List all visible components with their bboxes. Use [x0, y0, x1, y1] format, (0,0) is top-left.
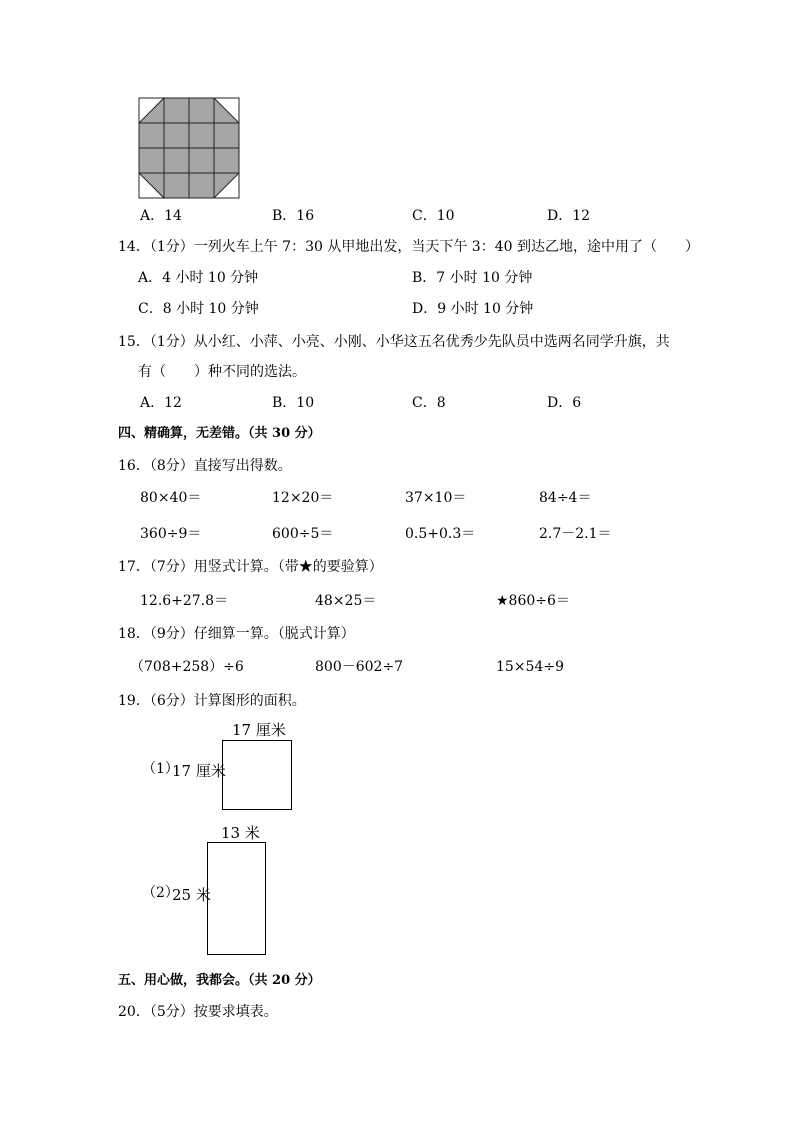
q16-item: 84÷4＝	[539, 490, 592, 506]
q15-stem-line1: 15．（1分）从小红、小萍、小亮、小刚、小华这五名优秀少先队员中选两名同学升旗，共	[118, 334, 670, 350]
octagon-grid-figure	[138, 97, 240, 199]
q13-option-b: B．16	[272, 208, 315, 224]
q18-item: 15×54÷9	[496, 659, 564, 675]
q16-item: 12×20＝	[272, 490, 334, 506]
q16-item: 2.7－2.1＝	[539, 526, 612, 542]
q13-option-a: A．14	[140, 208, 182, 224]
q14-option-d: D．9 小时 10 分钟	[412, 301, 534, 317]
fig1-top-dimension: 17 厘米	[232, 721, 286, 739]
fig1-side-dimension: 17 厘米	[172, 762, 226, 780]
q16-stem: 16．（8分）直接写出得数。	[118, 458, 292, 474]
q18-item: 800－602÷7	[315, 659, 404, 675]
q13-option-c: C．10	[412, 208, 455, 224]
q17-item: 12.6+27.8＝	[140, 593, 229, 609]
q16-item: 80×40＝	[140, 490, 202, 506]
q16-item: 600÷5＝	[272, 526, 334, 542]
q14-stem: 14．（1分）一列火车上午 7：30 从甲地出发，当天下午 3：40 到达乙地，途中用了（ ）	[118, 239, 699, 255]
fig2-top-dimension: 13 米	[221, 824, 260, 842]
q14-option-b: B．7 小时 10 分钟	[412, 270, 533, 286]
fig1-square	[222, 740, 292, 810]
q17-item: ★860÷6＝	[496, 593, 570, 609]
section-4-heading: 四、精确算，无差错。（共 30 分）	[118, 426, 321, 441]
q15-option-d: D．6	[547, 395, 582, 411]
fig2-rectangle	[207, 842, 266, 955]
q16-item: 360÷9＝	[140, 526, 202, 542]
q19-stem: 19．（6分）计算图形的面积。	[118, 693, 306, 709]
fig2-label: （2）	[142, 885, 179, 901]
q14-option-a: A．4 小时 10 分钟	[138, 270, 259, 286]
q13-option-d: D．12	[547, 208, 591, 224]
q15-stem-line2: 有（ ）种不同的选法。	[138, 364, 306, 380]
fig2-side-dimension: 25 米	[172, 886, 211, 904]
q18-item: （708+258）÷6	[130, 659, 244, 675]
q18-stem: 18．（9分）仔细算一算。（脱式计算）	[118, 626, 355, 642]
q14-option-c: C．8 小时 10 分钟	[138, 301, 259, 317]
q16-item: 0.5+0.3＝	[405, 526, 476, 542]
q17-item: 48×25＝	[315, 593, 377, 609]
q20-stem: 20．（5分）按要求填表。	[118, 1004, 278, 1020]
fig1-label: （1）	[142, 761, 179, 777]
q15-option-c: C．8	[412, 395, 446, 411]
q17-stem: 17．（7分）用竖式计算。（带★的要验算）	[118, 559, 383, 575]
q15-option-a: A．12	[140, 395, 182, 411]
section-5-heading: 五、用心做，我都会。（共 20 分）	[118, 973, 321, 988]
q15-option-b: B．10	[272, 395, 315, 411]
q16-item: 37×10＝	[405, 490, 467, 506]
